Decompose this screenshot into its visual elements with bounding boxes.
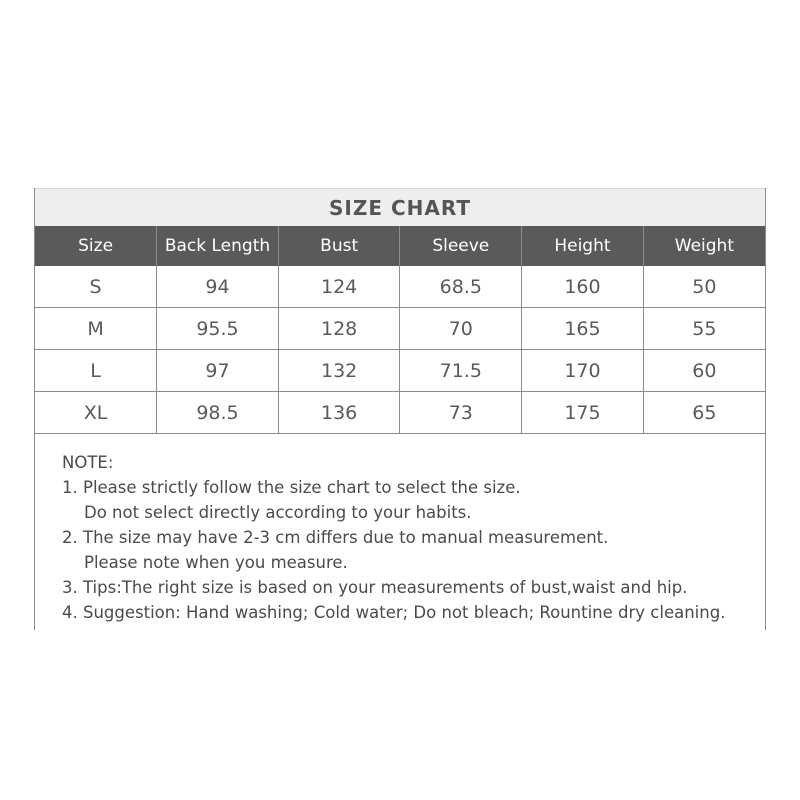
table-cell: 132 (278, 350, 400, 392)
size-chart (34, 188, 766, 630)
table-cell: 68.5 (400, 266, 522, 308)
table-cell: 160 (522, 266, 644, 308)
note-line: 4. Suggestion: Hand washing; Cold water; Do not bleach; Rountine dry cleaning. (62, 603, 726, 622)
table-cell: 175 (522, 392, 644, 434)
table-cell: L (35, 350, 157, 392)
column-header-sleeve: Sleeve (400, 226, 522, 266)
note-line: Do not select directly according to your habits. (84, 503, 472, 522)
size-table (35, 226, 765, 434)
size-chart-title: SIZE CHART (35, 188, 765, 226)
table-cell: 71.5 (400, 350, 522, 392)
table-cell: M (35, 308, 157, 350)
table-cell: 136 (278, 392, 400, 434)
note-line: 2. The size may have 2-3 cm differs due to manual measurement. (62, 528, 609, 547)
table-header-row (35, 226, 765, 266)
table-cell: 124 (278, 266, 400, 308)
note-line: 3. Tips:The right size is based on your measurements of bust,waist and hip. (62, 578, 688, 597)
table-cell: XL (35, 392, 157, 434)
notes-heading: NOTE: (62, 453, 114, 472)
table-cell: 65 (643, 392, 765, 434)
table-row (35, 308, 765, 350)
table-cell: 94 (157, 266, 279, 308)
table-row (35, 350, 765, 392)
table-cell: 50 (643, 266, 765, 308)
note-line: 1. Please strictly follow the size chart to select the size. (62, 478, 521, 497)
column-header-bust: Bust (278, 226, 400, 266)
table-cell: 55 (643, 308, 765, 350)
table-row (35, 266, 765, 308)
table-cell: S (35, 266, 157, 308)
table-cell: 70 (400, 308, 522, 350)
column-header-height: Height (522, 226, 644, 266)
table-cell: 73 (400, 392, 522, 434)
column-header-weight: Weight (643, 226, 765, 266)
table-cell: 165 (522, 308, 644, 350)
table-row (35, 392, 765, 434)
table-cell: 97 (157, 350, 279, 392)
table-cell: 170 (522, 350, 644, 392)
note-line: Please note when you measure. (84, 553, 348, 572)
table-cell: 60 (643, 350, 765, 392)
column-header-back-length: Back Length (157, 226, 279, 266)
notes-section (35, 434, 765, 625)
table-cell: 128 (278, 308, 400, 350)
table-cell: 98.5 (157, 392, 279, 434)
table-cell: 95.5 (157, 308, 279, 350)
column-header-size: Size (35, 226, 157, 266)
